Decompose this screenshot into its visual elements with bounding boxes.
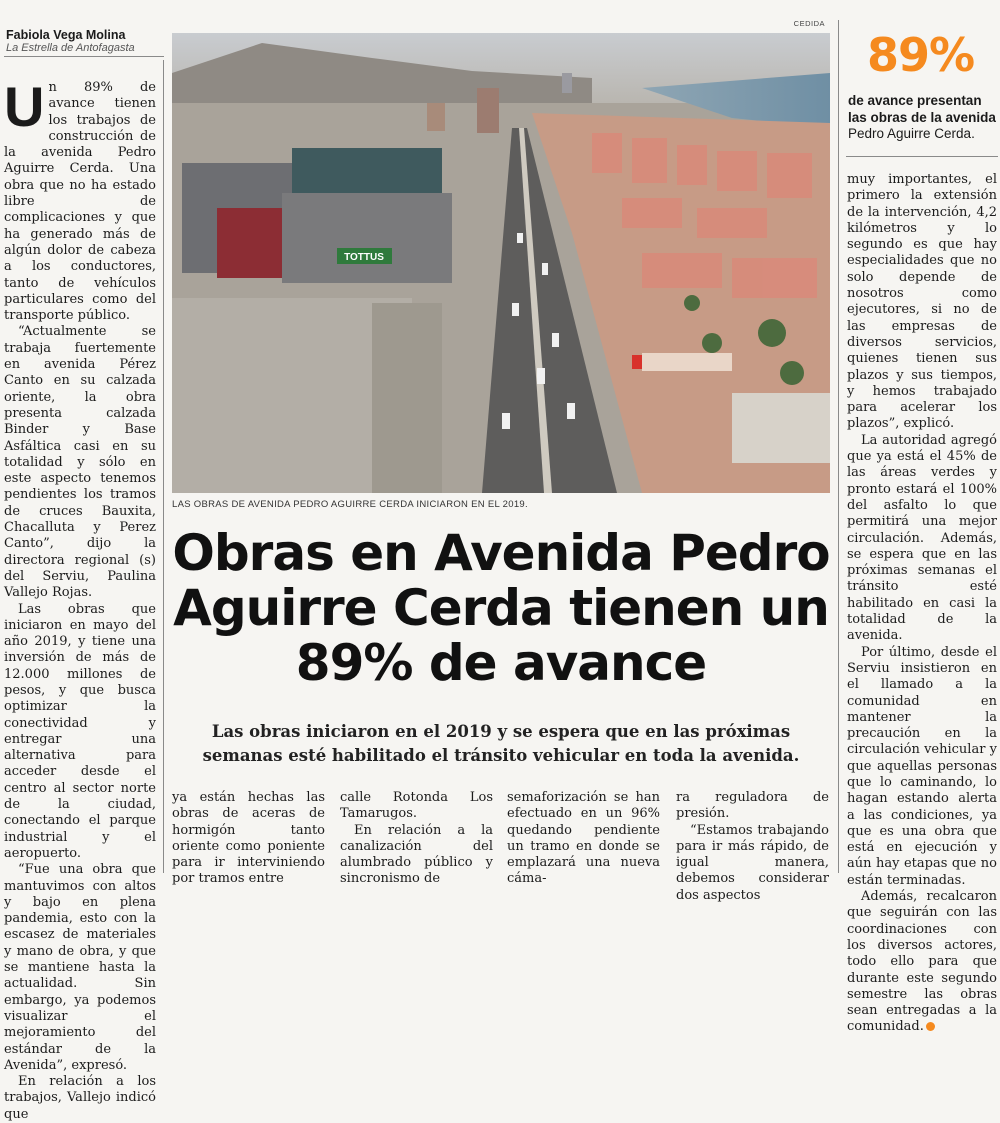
photo-credit: CEDIDA <box>793 19 825 28</box>
article-column-2 <box>172 790 325 887</box>
article-column-3 <box>340 790 493 887</box>
aerial-photo <box>172 33 830 493</box>
headline: Obras en Avenida Pedro Aguirre Cerda tienen un 89% de avance <box>172 524 830 692</box>
deck: Las obras iniciaron en el 2019 y se espera que en las próximas semanas esté habilitado el tránsito vehicular en toda la avenida. <box>202 722 800 765</box>
stat-tail: Pedro Aguirre Cerda. <box>848 126 975 141</box>
column-divider <box>163 60 164 873</box>
article-column-1 <box>4 75 156 1122</box>
article-column-6 <box>847 172 997 1035</box>
paragraph: Por último, desde el Serviu insistieron en el llamado a la comunidad en mantener la precaución en la circulación vehicular y que aquellas personas que lo caminando, lo hagan estando alerta a las condiciones, ya que es una obra que está en ejecución y aún hay etapas que no están terminadas. <box>847 644 997 888</box>
stat-divider <box>846 156 998 157</box>
paragraph: La autoridad agregó que ya está el 45% de las áreas verdes y pronto estará el 100% del asfalto lo que permitirá una mejor circulación. Además, se espera que en las próximas semanas el tránsito esté habilitado en casi la totalidad de la avenida. <box>847 432 997 644</box>
paragraph: En relación a los trabajos, Vallejo indicó que <box>4 1074 156 1122</box>
stat-text <box>848 93 998 143</box>
photo-caption: LAS OBRAS DE AVENIDA PEDRO AGUIRRE CERDA INICIARON EN EL 2019. <box>172 499 528 510</box>
article-column-5 <box>676 790 829 903</box>
paragraph: calle Rotonda Los Tamarugos. <box>340 790 493 822</box>
store-sign: TOTTUS <box>344 252 384 263</box>
author-name: Fabiola Vega Molina <box>6 28 126 42</box>
paragraph: n 89% de avance tienen los trabajos de construcción de la avenida Pedro Aguirre Cerda. Una obra que no ha estado libre de complicaciones y que ha generado más de algún dolor de cabeza a los conductores, tanto de vehículos particulares como del transporte público. <box>4 80 156 324</box>
end-mark-icon <box>926 1022 935 1031</box>
paragraph: Las obras que iniciaron en mayo del año 2019, y tiene una inversión de más de 12.000 millones de pesos, y que busca optimizar la conectividad y entregar una alternativa para acceder desde el centro al sector norte de la ciudad, conectando el parque industrial y el aeropuerto. <box>4 601 156 861</box>
drop-cap: U <box>4 75 45 138</box>
paragraph: ra reguladora de presión. <box>676 790 829 822</box>
paragraph: ya están hechas las obras de aceras de hormigón tanto oriente como poniente para ir interviniendo por tramos entre <box>172 790 325 887</box>
paragraph: “Actualmente se trabaja fuertemente en avenida Pérez Canto en su calzada oriente, la obra presenta calzada Binder y Base Asfáltica casi en su totalidad y sólo en este aspecto tenemos pendientes los tramos de cruces Bauxita, Chacalluta y Perez Canto”, dijo la directora regional (s) del Serviu, Paulina Vallejo Rojas. <box>4 324 156 601</box>
paragraph: “Fue una obra que mantuvimos con altos y bajo en plena pandemia, esto con la escasez de materiales y mano de obra, y que se mantiene hasta la actualidad. Sin embargo, ya podemos visualizar el mejoramiento del estándar de la Avenida”, expresó. <box>4 862 156 1073</box>
paragraph: En relación a la canalización del alumbrado público y sincronismo de <box>340 822 493 887</box>
byline-divider <box>4 56 164 57</box>
article-column-4 <box>507 790 660 887</box>
paragraph: “Estamos trabajando para ir más rápido, de igual manera, debemos considerar dos aspectos <box>676 822 829 903</box>
column-divider <box>838 20 839 873</box>
stat-lead: de avance presentan las obras de la avenida <box>848 93 996 125</box>
paragraph: Además, recalcaron que seguirán con las coordinaciones con los diversos actores, todo ello para que durante este segundo semestre las obras sean entregadas a la comunidad. <box>847 889 997 1035</box>
paragraph: semaforización se han efectuado en un 96% quedando pendiente un tramo en donde se emplazará una nueva cáma- <box>507 790 660 887</box>
stat-value: 89% <box>866 28 975 82</box>
publication-name: La Estrella de Antofagasta <box>6 42 135 54</box>
paragraph: muy importantes, el primero la extensión de la intervención, 4,2 kilómetros y lo segundo es que hay especialidades que no solo depende de nosotros como ejecutores, si no de las empresas de diversos servicios, quienes tienen sus plazos y sus tiempos, y hemos trabajado para acelerar los plazos”, explicó. <box>847 172 997 432</box>
